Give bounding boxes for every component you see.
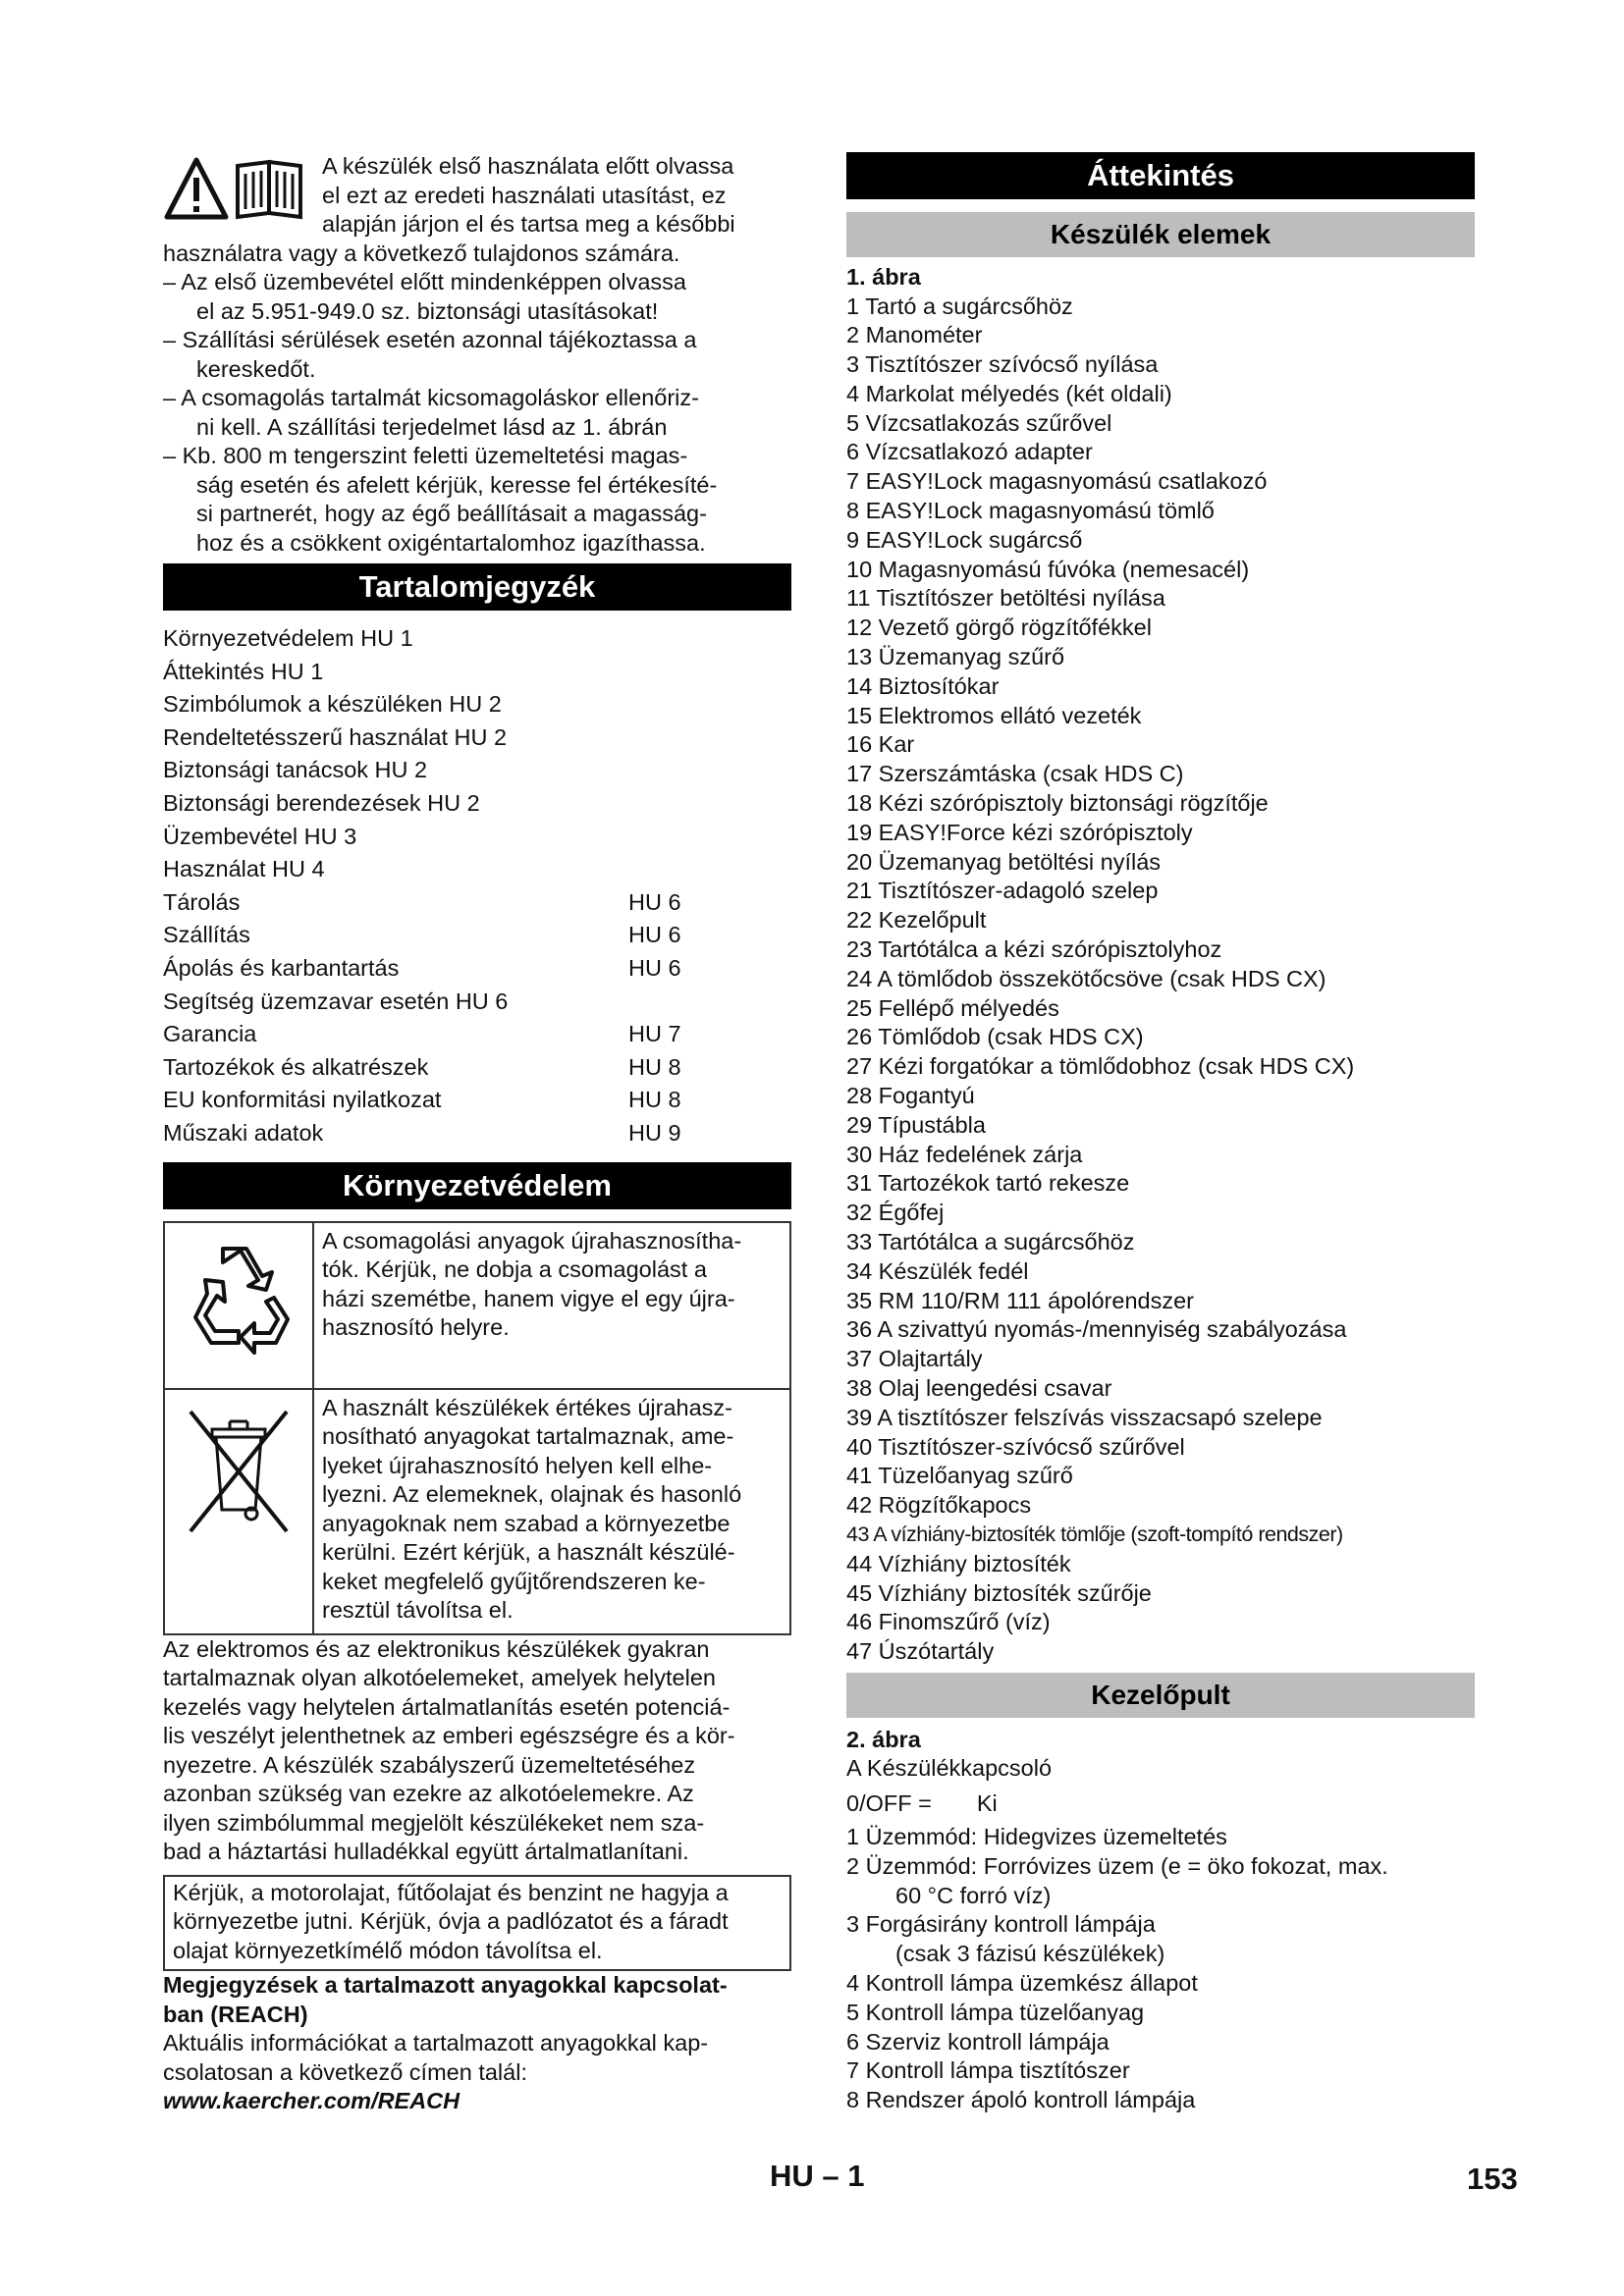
list-item: 1 Tartó a sugárcsőhöz [846, 293, 1073, 319]
list-item: 32 Égőfej [846, 1200, 945, 1226]
list-item: 11 Tisztítószer betöltési nyílása [846, 585, 1165, 612]
list-item: 14 Biztosítókar [846, 672, 1000, 699]
reach-heading: ban (REACH) [163, 2001, 308, 2027]
bullet-line: ni kell. A szállítási terjedelmet lásd az 1. ábrán [196, 413, 668, 440]
list-item: 47 Úszótartály [846, 1638, 995, 1665]
list-item: 8 Rendszer ápoló kontroll lámpája [846, 2087, 1196, 2113]
list-item: 22 Kezelőpult [846, 907, 987, 934]
overview-heading: Áttekintés [846, 152, 1475, 199]
device-elements-list [846, 293, 1475, 1667]
figure-label: 1. ábra [846, 264, 921, 290]
list-item: 17 Szerszámtáska (csak HDS C) [846, 761, 1184, 787]
list-item: 4 Markolat mélyedés (két oldali) [846, 380, 1172, 406]
control-panel-heading: Kezelőpult [846, 1673, 1475, 1718]
toc-row[interactable]: Segítség üzemzavar esetén HU 6 [163, 988, 509, 1014]
warning-line: el ezt az eredeti használati utasítást, ez [322, 182, 727, 208]
bullet-line: el az 5.951-949.0 sz. biztonsági utasításokat! [196, 297, 659, 324]
oil-note-box: Kérjük, a motorolajat, fűtőolajat és benzint ne hagyja a környezetbe jutni. Kérjük, óvja a padlózatot és a fáradt olajat környezetkímélő módon távolítsa el. [163, 1875, 791, 1972]
toc-row[interactable]: EU konformitási nyilatkozat HU 8 [163, 1087, 681, 1113]
toc-row[interactable]: Műszaki adatok HU 9 [163, 1119, 681, 1146]
list-item: 4 Kontroll lámpa üzemkész állapot [846, 1970, 1198, 1997]
weee-row [165, 1390, 789, 1633]
list-item: (csak 3 fázisú készülékek) [895, 1941, 1165, 1967]
list-item: 6 Szerviz kontroll lámpája [846, 2028, 1110, 2055]
recycle-row [165, 1223, 789, 1390]
toc-row[interactable]: Biztonsági berendezések HU 2 [163, 789, 480, 816]
list-item: 10 Magasnyomású fúvóka (nemesacél) [846, 556, 1250, 582]
list-item: 38 Olaj leengedési csavar [846, 1374, 1112, 1401]
bullet-line: – Szállítási sérülések esetén azonnal tájékoztassa a [163, 327, 697, 352]
list-item: 8 EASY!Lock magasnyomású tömlő [846, 498, 1215, 524]
list-item: 28 Fogantyú [846, 1083, 975, 1109]
reach-link[interactable]: www.kaercher.com/REACH [163, 2088, 460, 2113]
right-column [846, 152, 1475, 2115]
list-item: 18 Kézi szórópisztoly biztonsági rögzítője [846, 790, 1269, 817]
recycle-text: A csomagolási anyagok újrahasznosítha- tók. Kérjük, ne dobja a csomagolást a házi szemétbe, hanem vigye el egy újra- hasznosító helyre. [322, 1227, 742, 1340]
toc-row[interactable]: Áttekintés HU 1 [163, 658, 324, 684]
list-item: 27 Kézi forgatókar a tömlődobhoz (csak HDS CX) [846, 1053, 1355, 1080]
list-item: 24 A tömlődob összekötőcsöve (csak HDS CX) [846, 965, 1326, 991]
list-item: 3 Tisztítószer szívócső nyílása [846, 351, 1159, 378]
list-item: 35 RM 110/RM 111 ápolórendszer [846, 1287, 1194, 1313]
list-item: 46 Finomszűrő (víz) [846, 1609, 1051, 1635]
weee-icon-cell [165, 1390, 314, 1633]
environment-table [163, 1221, 791, 1635]
list-item: 26 Tömlődob (csak HDS CX) [846, 1024, 1144, 1050]
list-item: 15 Elektromos ellátó vezeték [846, 702, 1142, 728]
list-item: 31 Tartozékok tartó rekesze [846, 1170, 1130, 1197]
figure-label: 2. ábra [846, 1726, 921, 1752]
toc-row[interactable]: Használat HU 4 [163, 856, 325, 882]
list-item: 33 Tartótálca a sugárcsőhöz [846, 1229, 1135, 1255]
bullet-line: ság esetén és afelett kérjük, keresse fel értékesíté- [196, 471, 718, 498]
list-item: 60 °C forró víz) [895, 1882, 1052, 1908]
left-column [163, 152, 791, 2116]
toc-row[interactable]: Szállítás HU 6 [163, 922, 681, 948]
list-item: 5 Vízcsatlakozás szűrővel [846, 409, 1112, 436]
list-item: 13 Üzemanyag szűrő [846, 644, 1065, 670]
list-item: 43 A vízhiány-biztosíték tömlője (szoft-tompító rendszer) [846, 1522, 1343, 1546]
list-item: 1 Üzemmód: Hidegvizes üzemeltetés [846, 1824, 1227, 1850]
crossed-bin-icon [185, 1408, 293, 1535]
list-item: 37 Olajtartály [846, 1346, 983, 1372]
electronics-paragraph: Az elektromos és az elektronikus készülékek gyakran tartalmaznak olyan alkotóelemeket, amelyek helytelen kezelés vagy helytelen ártalmatlanítás esetén potenciá- lis veszélyt jelenthetnek az emberi egészségre és a kör- nyezetre. A készülék szabályszerű üzemeltetéséhez azonban szükség van ezekre az alkotóelemekre. Az ilyen szimbólummal megjelölt készülékeket nem sza- bad a háztartási hulladékkal együtt ártalmatlanítani. [163, 1635, 735, 1864]
table-of-contents [163, 622, 791, 1150]
list-item: 9 EASY!Lock sugárcső [846, 526, 1083, 553]
reach-section: Megjegyzések a tartalmazott anyagokkal kapcsolat- ban (REACH) Aktuális információkat a tartalmazott anyagokkal kap- csolatosan a következő címen talál: www.kaercher.com/REACH [163, 1971, 791, 2116]
warning-manual-icon [163, 152, 310, 221]
toc-row[interactable]: Biztonsági tanácsok HU 2 [163, 757, 428, 783]
list-item: 2 Üzemmód: Forróvizes üzem (e = öko fokozat, max. [846, 1852, 1388, 1879]
list-item: 34 Készülék fedél [846, 1257, 1029, 1284]
list-item: 7 EASY!Lock magasnyomású csatlakozó [846, 468, 1268, 495]
bullet-line: – Kb. 800 m tengerszint feletti üzemeltetési magas- [163, 443, 688, 468]
toc-row[interactable]: Tárolás HU 6 [163, 888, 681, 915]
list-item: 2 Manométer [846, 322, 983, 348]
toc-row[interactable]: Rendeltetésszerű használat HU 2 [163, 723, 508, 750]
page-number: 153 [1467, 2162, 1518, 2196]
reach-heading: Megjegyzések a tartalmazott anyagokkal kapcsolat- [163, 1972, 728, 1998]
list-item: 16 Kar [846, 731, 915, 758]
toc-row[interactable]: Szimbólumok a készüléken HU 2 [163, 691, 502, 718]
off-row: 0/OFF = Ki [846, 1790, 998, 1817]
toc-row[interactable]: Üzembevétel HU 3 [163, 823, 357, 849]
environment-heading: Környezetvédelem [163, 1162, 791, 1209]
toc-row[interactable]: Környezetvédelem HU 1 [163, 625, 413, 651]
weee-text: A használt készülékek értékes újrahasz- nosítható anyagokat tartalmaznak, ame- lyeket újrahasznosító helyen kell elhe- lyezni. Az elemeknek, olajnak és hasonló anyagoknak nem szabad a környezetbe kerülni. Ezért kérjük, a használt készülé- keket megfelelő gyűjtőrendszeren ke- resztül távolítsa el. [322, 1394, 742, 1623]
list-item: 7 Kontroll lámpa tisztítószer [846, 2057, 1130, 2084]
toc-row[interactable]: Garancia HU 7 [163, 1021, 681, 1047]
list-item: 29 Típustábla [846, 1111, 986, 1138]
warning-line: használatra vagy a következő tulajdonos számára. [163, 240, 680, 266]
list-item: 44 Vízhiány biztosíték [846, 1550, 1071, 1576]
list-item: 19 EASY!Force kézi szórópisztoly [846, 819, 1193, 845]
list-item: 25 Fellépő mélyedés [846, 994, 1059, 1021]
list-item: 45 Vízhiány biztosíték szűrője [846, 1579, 1152, 1606]
bullet-line: si partnerét, hogy az égő beállításait a magasság- [196, 501, 707, 526]
bullet-line: kereskedőt. [196, 355, 316, 382]
footer-section-label: HU – 1 [770, 2159, 865, 2193]
list-item: 41 Tüzelőanyag szűrő [846, 1463, 1073, 1489]
switch-label: A Készülékkapcsoló [846, 1755, 1053, 1782]
toc-heading: Tartalomjegyzék [163, 563, 791, 611]
list-item: 5 Kontroll lámpa tüzelőanyag [846, 1999, 1145, 2025]
list-item: 23 Tartótálca a kézi szórópisztolyhoz [846, 936, 1222, 963]
bullet-line: hoz és a csökkent oxigéntartalomhoz igazíthassa. [196, 529, 706, 556]
list-item: 39 A tisztítószer felszívás visszacsapó szelepe [846, 1404, 1323, 1430]
warning-line: A készülék első használata előtt olvassa [322, 153, 734, 179]
recycle-icon-cell [165, 1223, 314, 1388]
toc-row[interactable]: Ápolás és karbantartás HU 6 [163, 954, 681, 981]
warning-line: alapján járjon el és tartsa meg a későbbi [322, 211, 735, 237]
list-item: 3 Forgásirány kontroll lámpája [846, 1911, 1156, 1938]
list-item: 30 Ház fedelének zárja [846, 1141, 1083, 1167]
recycle-icon [180, 1241, 298, 1359]
list-item: 36 A szivattyú nyomás-/mennyiség szabályozása [846, 1316, 1347, 1343]
bullet-line: – A csomagolás tartalmát kicsomagoláskor ellenőriz- [163, 385, 699, 410]
toc-row[interactable]: Tartozékok és alkatrészek HU 8 [163, 1053, 681, 1080]
list-item: 21 Tisztítószer-adagoló szelep [846, 878, 1159, 904]
safety-warning [163, 152, 791, 268]
control-panel-list [846, 1754, 1475, 2115]
bullet-line: – Az első üzembevétel előtt mindenképpen olvassa [163, 269, 686, 294]
device-elements-heading: Készülék elemek [846, 212, 1475, 257]
list-item: 6 Vízcsatlakozó adapter [846, 439, 1093, 465]
list-item: 20 Üzemanyag betöltési nyílás [846, 848, 1162, 875]
list-item: 40 Tisztítószer-szívócső szűrővel [846, 1433, 1185, 1460]
list-item: 12 Vezető görgő rögzítőfékkel [846, 614, 1152, 641]
intro-bullets [163, 268, 791, 558]
list-item: 42 Rögzítőkapocs [846, 1492, 1032, 1519]
